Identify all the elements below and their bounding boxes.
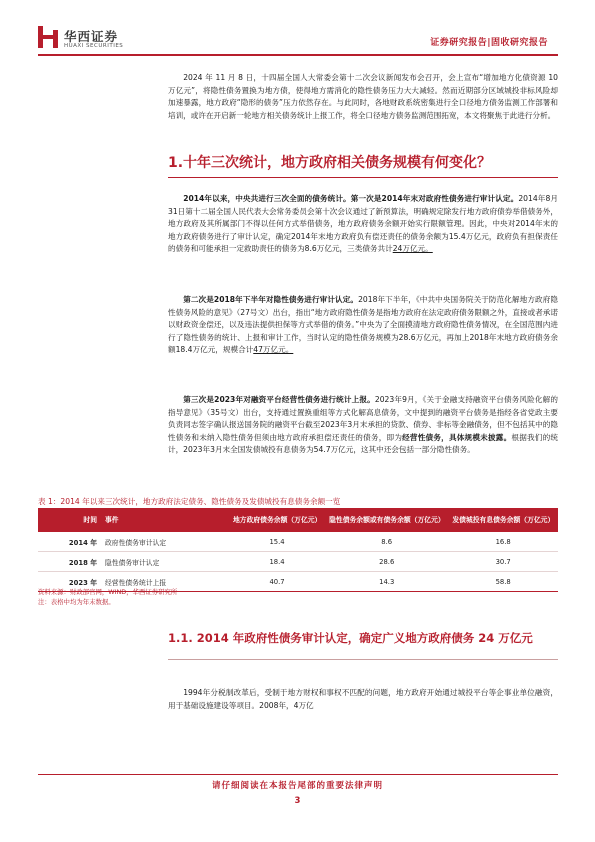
header-gov-debt: 地方政府债务余额（万亿元） <box>229 508 325 532</box>
paragraph-2023-body: 2023年9月，《关于金融支持融资平台债务风险化解的指导意见》（35号文）出台，支持通过置换重组等方式化解高息债务，文中提到的融资平台债务是指经各省党政主要负责同志签字确认报送国务院的融资平台截至2023年3月末承担的贷款、债券、非标等金融债务，但不包括其中的隐性债务和未纳入隐性债务但须由地方政府承担偿还责任的债务，即为 <box>168 395 558 442</box>
paragraph-2014-body: 2014年8月31日第十二届全国人民代表大会常务委员会第十次会议通过了新预算法，明确规定除发行地方政府债券举借债务外，地方政府及其所属部门不得以任何方式举借债务，地方政府债务余额开始实行限额管理。因此，中央对2014年末的地方政府债务进行了审计认定，确定2014年末地方政府负有偿还责任的债务余额为15.4万亿元，政府负有担保责任的债务和可能承担一定救助责任的债务为8.6万亿元，三类债务共计 <box>168 194 558 254</box>
paragraph-2023-emphasis: 经营性债务，具体规模未披露。 <box>402 432 512 442</box>
paragraph-2018-total: 47万亿元。 <box>253 345 294 355</box>
logo-name-en: HUAXI SECURITIES <box>64 43 124 49</box>
footer-divider <box>38 774 558 775</box>
paragraph-2018-audit <box>168 294 558 357</box>
table-caption: 表 1：2014 年以来三次统计，地方政府法定债务、隐性债务及发债城投有息债务余额一览 <box>38 497 341 506</box>
cell-hidden-debt: 14.3 <box>325 572 448 592</box>
cell-event: 隐性债务审计认定 <box>101 552 229 572</box>
paragraph-2018-lead: 第二次是2018年下半年对隐性债务进行审计认定。 <box>183 295 359 304</box>
paragraph-2023-lead: 第三次是2023年对融资平台经营性债务进行统计上报。 <box>183 395 375 404</box>
cell-lgfv-debt: 16.8 <box>448 532 558 552</box>
header-event: 事件 <box>101 508 229 532</box>
intro-paragraph <box>168 72 558 122</box>
table-row <box>38 552 558 572</box>
debt-summary-table <box>38 508 558 592</box>
paragraph-background <box>168 687 558 712</box>
section-title: 1.十年三次统计，地方政府相关债务规模有何变化？ <box>168 155 492 171</box>
page-header <box>0 0 595 60</box>
cell-hidden-debt: 28.6 <box>325 552 448 572</box>
paragraph-2014-total: 24万亿元。 <box>392 244 433 254</box>
cell-gov-debt: 15.4 <box>229 532 325 552</box>
table-source <box>38 587 177 607</box>
paragraph-2018-body: 2018年下半年，《中共中央国务院关于防范化解地方政府隐性债务风险的意见》（27号文）出台，指出“地方政府隐性债务是指地方政府在法定政府债务限额之外，直接或者承诺以财政资金偿还，以及违法提供担保等方式举借的债务。”中央为了全面摸清地方政府隐性债务情况，在全国范围内进行了隐性债务的统计、上报和审计工作，当时认定的隐性债务规模为28.6万亿元，再加上2018年末地方政府债务余额18.4万亿元，规模合计 <box>168 295 558 355</box>
paragraph-2023-tail: 根据我们的统计，2023年3月末全国发债城投有息债务为54.7万亿元，这其中还会包括一部分隐性债务。 <box>168 432 559 455</box>
header-lgfv-debt: 发债城投有息债务余额（万亿元） <box>448 508 558 532</box>
subsection-title: 1.1. 2014 年政府性债务审计认定，确定广义地方政府债务 24 万亿元 <box>168 631 533 645</box>
cell-year: 2014 年 <box>38 532 101 552</box>
intro-text: 2024 年 11 月 8 日，十四届全国人大常委会第十二次会议新闻发布会召开，会上宣布“增加地方化债资源 10 万亿元”，将隐性债务置换为地方债，使得地方需消化的隐性债务压力大大减轻。然而近期部分区域城投非标风险却加速暴露，地方政府“隐形的债务”压力依然存在。与此同时，各地财政系统密集进行全口径地方债务监测工作部署和培训，或许在开启新一轮地方相关债务统计上报工作，将全口径地方债务监测范围拓宽，本文将聚焦于此进行分析。 <box>168 73 558 120</box>
paragraph-2023-report <box>168 394 558 457</box>
cell-lgfv-debt: 30.7 <box>448 552 558 572</box>
paragraph-2014-audit <box>168 193 558 256</box>
cell-event: 政府性债务审计认定 <box>101 532 229 552</box>
cell-hidden-debt: 8.6 <box>325 532 448 552</box>
cell-gov-debt: 40.7 <box>229 572 325 592</box>
huaxi-logo-icon <box>38 26 58 48</box>
table-header-row <box>38 508 558 532</box>
header-hidden-debt: 隐性债务余额或有债务余额（万亿元） <box>325 508 448 532</box>
cell-year: 2023 年 <box>38 572 101 592</box>
cell-lgfv-debt: 58.8 <box>448 572 558 592</box>
table-source-text: 资料来源：财政部官网，WIND，华西证券研究所 <box>38 588 178 596</box>
logo-name-cn: 华西证券 <box>64 29 119 44</box>
subsection-divider <box>168 659 558 660</box>
table-note-text: 注：表格中均为年末数据。 <box>38 598 115 606</box>
paragraph-2014-lead: 2014年以来，中央共进行三次全面的债务统计。第一次是2014年末对政府性债务进行审计认定。 <box>183 194 519 203</box>
paragraph-background-text: 1994年分税制改革后，受制于地方财权和事权不匹配的问题，地方政府开始通过城投平台等企事业单位融资，用于基础设施建设等项目。2008年，4万亿 <box>168 688 558 710</box>
legal-notice: 请仔细阅读在本报告尾部的重要法律声明 <box>211 781 383 791</box>
report-type-tags: 证券研究报告|固收研究报告 <box>430 38 548 48</box>
cell-event: 经营性债务统计上报 <box>101 572 229 592</box>
section-divider <box>168 177 558 178</box>
cell-gov-debt: 18.4 <box>229 552 325 572</box>
table-row <box>38 532 558 552</box>
cell-year: 2018 年 <box>38 552 101 572</box>
page-number: 3 <box>294 796 301 806</box>
header-divider <box>38 54 558 56</box>
header-year: 时间 <box>38 508 101 532</box>
